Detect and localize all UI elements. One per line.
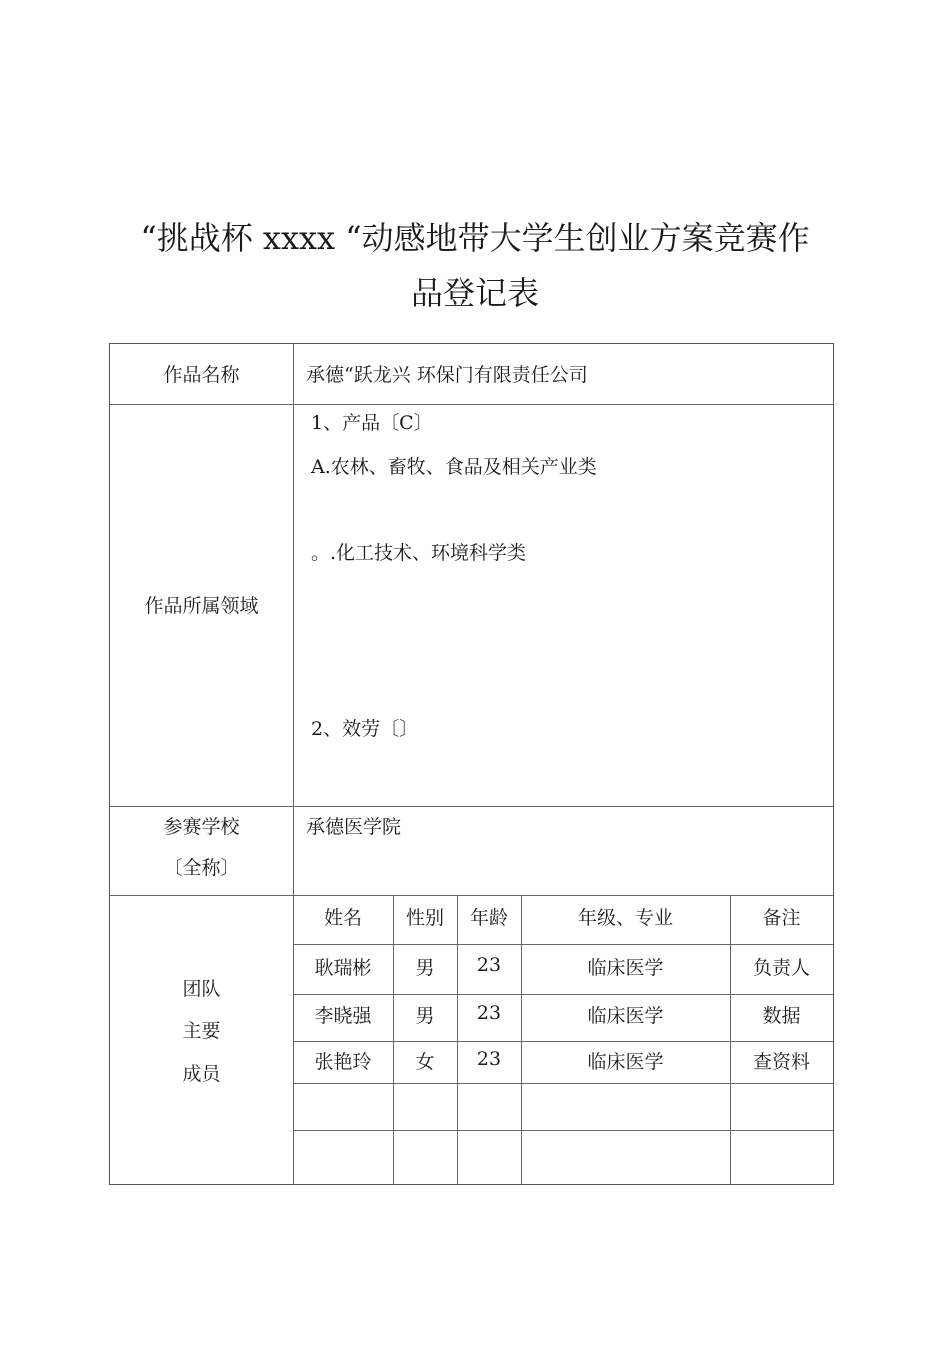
team-row-3-name: 张艳玲 <box>314 1051 372 1073</box>
team-col-divider-2 <box>457 895 458 1185</box>
team-row-1-note: 负责人 <box>752 957 810 979</box>
team-col-divider-1 <box>393 895 394 1185</box>
team-col-divider-3 <box>521 895 522 1185</box>
team-row-2-age: 23 <box>476 1002 502 1024</box>
team-col-divider-4 <box>730 895 731 1185</box>
team-header-note: 备注 <box>762 907 801 929</box>
team-label-line-2: 主要 <box>182 1020 221 1042</box>
team-header-gender: 性别 <box>405 907 444 929</box>
form-title-line-2: 品登记表 <box>410 274 539 312</box>
team-row-2-major: 临床医学 <box>587 1005 664 1027</box>
team-row-divider-1 <box>293 994 833 995</box>
team-header-name: 姓名 <box>323 907 362 929</box>
row-divider-field <box>110 806 833 807</box>
team-row-1-gender: 男 <box>415 957 435 979</box>
row-divider-school <box>110 895 833 896</box>
school-value: 承德医学院 <box>306 816 402 838</box>
team-row-divider-3 <box>293 1083 833 1084</box>
team-row-3-age: 23 <box>476 1048 502 1070</box>
work-name-label: 作品名称 <box>163 364 240 386</box>
team-row-divider-2 <box>293 1041 833 1042</box>
team-row-1-major: 临床医学 <box>587 957 664 979</box>
team-header-major: 年级、专业 <box>577 907 673 929</box>
team-row-2-note: 数据 <box>762 1005 801 1027</box>
school-label-line-2: 〔全称〕 <box>163 857 240 879</box>
form-title-line-1: “挑战杯 xxxx “动感地带大学生创业方案竞赛作 <box>140 219 810 257</box>
team-label-line-1: 团队 <box>182 978 221 1000</box>
team-row-divider-header <box>293 944 833 945</box>
team-row-2-name: 李晓强 <box>314 1005 372 1027</box>
work-field-item-1-a: A.农林、畜牧、食品及相关产业类 <box>311 456 597 478</box>
work-field-label: 作品所属领域 <box>144 595 259 617</box>
work-field-item-1-c: 。.化工技术、环境科学类 <box>311 542 527 564</box>
team-row-3-note: 查资料 <box>752 1051 810 1073</box>
team-row-1-name: 耿瑞彬 <box>314 957 372 979</box>
work-field-item-2: 2、效劳〔〕 <box>311 718 419 740</box>
team-row-divider-4 <box>293 1130 833 1131</box>
team-header-age: 年龄 <box>469 907 508 929</box>
team-row-3-gender: 女 <box>415 1051 435 1073</box>
work-field-item-1: 1、产品〔C〕 <box>311 412 433 434</box>
team-label-line-3: 成员 <box>182 1063 221 1085</box>
team-row-2-gender: 男 <box>415 1005 435 1027</box>
work-name-value: 承德“跃龙兴 环保门有限责任公司 <box>306 364 588 386</box>
row-divider-name <box>110 404 833 405</box>
team-row-1-age: 23 <box>476 954 502 976</box>
team-row-3-major: 临床医学 <box>587 1051 664 1073</box>
school-label-line-1: 参赛学校 <box>163 816 240 838</box>
registration-form-table <box>109 343 834 1185</box>
